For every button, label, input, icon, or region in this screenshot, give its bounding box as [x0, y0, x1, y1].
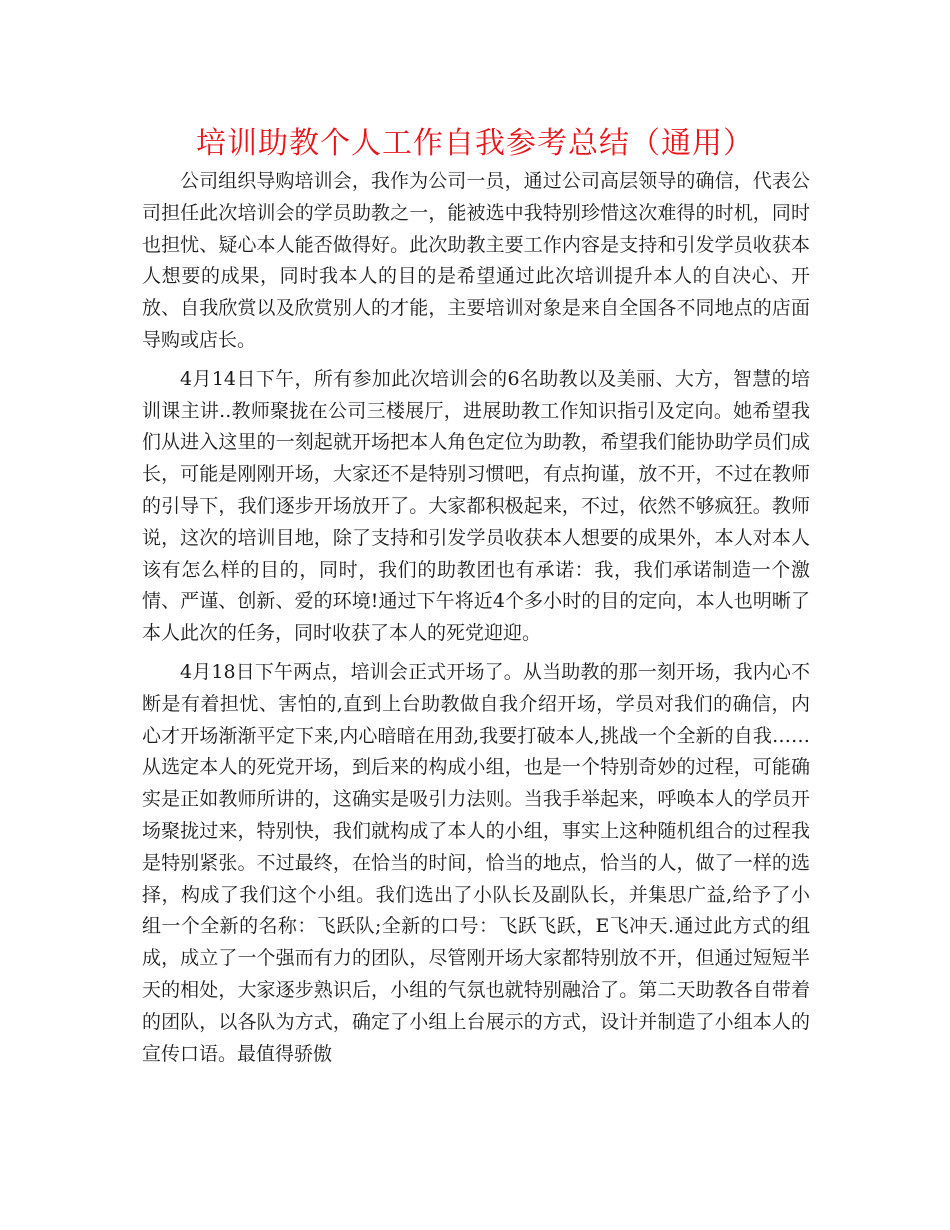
document-title: 培训助教个人工作自我参考总结（通用）	[196, 126, 754, 161]
paragraph-3: 4月18日下午两点，培训会正式开场了。从当助教的那一刻开场，我内心不断是有着担忧、害怕的,直到上台助教做自我介绍开场，学员对我们的确信，内心才开场渐渐平定下来,内心暗暗在用劲,我要打破本人,挑战一个全新的自我……从选定本人的死党开场，到后来的构成小组，也是一个特别奇妙的过程，可能确实是正如教师所讲的，这确实是吸引力法则。当我手举起来，呼唤本人的学员开场聚拢过来，特别快，我们就构成了本人的小组，事实上这种随机组合的过程我是特别紧张。不过最终，在恰当的时间，恰当的地点，恰当的人，做了一样的选择，构成了我们这个小组。我们选出了小队长及副队长，并集思广益,给予了小组一个全新的名称：飞跃队;全新的口号：飞跃飞跃，E飞冲天.通过此方式的组成，成立了一个强而有力的团队，尽管刚开场大家都特别放不开，但通过短短半天的相处，大家逐步熟识后，小组的气氛也就特别融洽了。第二天助教各自带着的团队，以各队为方式，确定了小组上台展示的方式，设计并制造了小组本人的宣传口语。最值得骄傲	[142, 660, 810, 1065]
document-body	[142, 166, 810, 1070]
paragraph-2: 4月14日下午，所有参加此次培训会的6名助教以及美丽、大方，智慧的培训课主讲..教师聚拢在公司三楼展厅，进展助教工作知识指引及定向。她希望我们从进入这里的一刻起就开场把本人角色定位为助教，希望我们能协助学员们成长，可能是刚刚开场，大家还不是特别习惯吧，有点拘谨，放不开，不过在教师的引导下，我们逐步开场放开了。大家都积极起来，不过，依然不够疯狂。教师说，这次的培训目地，除了支持和引发学员收获本人想要的成果外，本人对本人该有怎么样的目的，同时，我们的助教团也有承诺：我，我们承诺制造一个激情、严谨、创新、爱的环境!通过下午将近4个多小时的目的定向，本人也明晰了本人此次的任务，同时收获了本人的死党迎迎。	[142, 367, 810, 645]
paragraph-1: 公司组织导购培训会，我作为公司一员，通过公司高层领导的确信，代表公司担任此次培训会的学员助教之一，能被选中我特别珍惜这次难得的时机，同时也担忧、疑心本人能否做得好。此次助教主要工作内容是支持和引发学员收获本人想要的成果，同时我本人的目的是希望通过此次培训提升本人的自决心、开放、自我欣赏以及欣赏别人的才能，主要培训对象是来自全国各不同地点的店面导购或店长。	[142, 170, 810, 351]
